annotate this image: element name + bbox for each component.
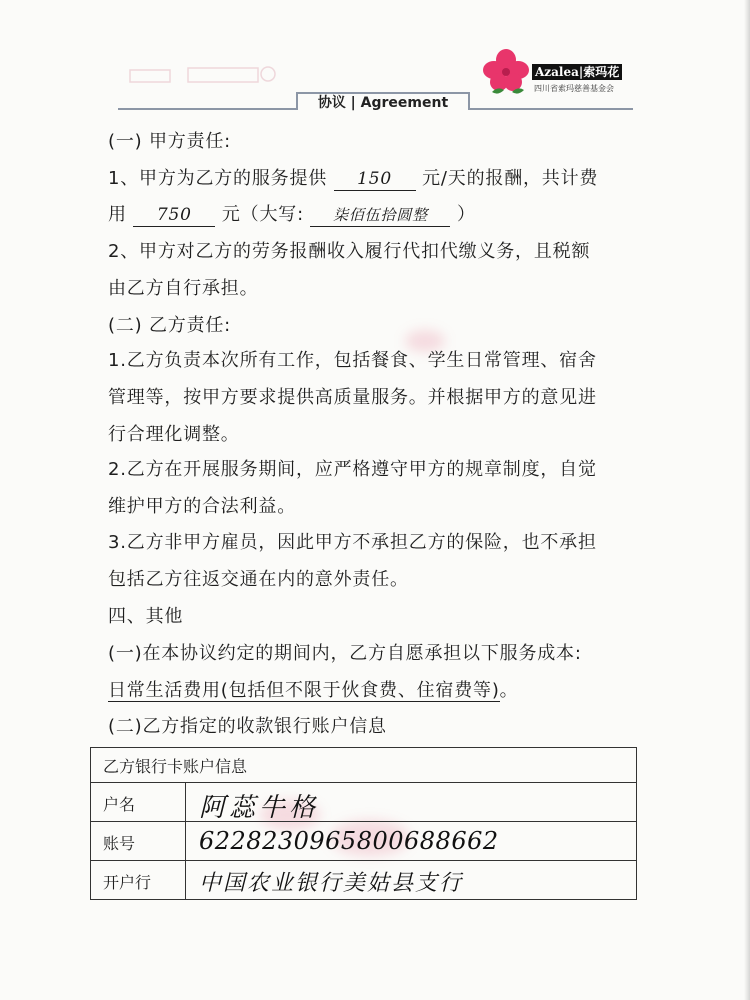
party-a-item2-line2: 由乙方自行承担。	[108, 278, 259, 299]
bank-account-table	[90, 747, 637, 900]
party-b-heading: (二) 乙方责任:	[108, 315, 232, 336]
logo-foundation-name: 四川省索玛慈善基金会	[534, 84, 614, 93]
item1-prefix: 1、甲方为乙方的服务提供	[108, 168, 328, 189]
total-fee-upper-field	[310, 204, 450, 227]
party-a-heading: (一) 甲方责任:	[108, 131, 232, 152]
total-fee-upper-value: 柒佰伍拾圆整	[333, 206, 428, 224]
others-heading: 四、其他	[108, 606, 184, 627]
living-costs-text: 日常生活费用(包括但不限于伙食费、住宿费等)	[108, 680, 500, 701]
stamp-smudge	[405, 330, 445, 352]
bank-table-row	[91, 782, 636, 822]
daily-fee-field	[334, 168, 416, 191]
others-sub1-line2	[108, 680, 518, 702]
others-sub2: (二)乙方指定的收款银行账户信息	[108, 716, 387, 737]
party-b-item2-line2: 维护甲方的合法利益。	[108, 496, 296, 517]
bank-table-title-row	[91, 748, 636, 782]
total-fee-field	[133, 204, 215, 227]
page-title: 协议 | Agreement	[317, 95, 449, 111]
bank-branch-value: 中国农业银行美姑县支行	[199, 871, 464, 896]
party-b-item1-line3: 行合理化调整。	[108, 424, 240, 445]
logo-brand-text: Azalea|索玛花	[532, 64, 622, 80]
party-b-item1-line1: 1.乙方负责本次所有工作，包括餐食、学生日常管理、宿舍	[108, 350, 597, 371]
account-name-label: 户名	[103, 795, 136, 814]
header-tab	[296, 92, 470, 110]
item1b-prefix: 用	[108, 204, 127, 225]
party-b-item1-line2: 管理等，按甲方要求提供高质量服务。并根据甲方的意见进	[108, 387, 597, 408]
account-number-value: 6228230965800688662	[199, 827, 499, 855]
azalea-flower-icon	[482, 48, 530, 98]
party-b-item3-line1: 3.乙方非甲方雇员，因此甲方不承担乙方的保险，也不承担	[108, 532, 597, 553]
azalea-logo	[478, 48, 638, 100]
scan-edge-shadow	[744, 0, 750, 1000]
daily-fee-value: 150	[357, 169, 393, 189]
bank-branch-label: 开户行	[103, 873, 152, 892]
faded-watermark	[128, 64, 288, 88]
account-number-label: 账号	[103, 834, 136, 853]
party-b-item2-line1: 2.乙方在开展服务期间，应严格遵守甲方的规章制度，自觉	[108, 459, 597, 480]
item1-suffix: 元/天的报酬，共计费	[422, 168, 599, 189]
item1b-mid: 元（大写:	[221, 204, 304, 225]
account-name-value: 阿蕊牛格	[199, 793, 320, 823]
party-b-item3-line2: 包括乙方往返交通在内的意外责任。	[108, 569, 409, 590]
party-a-item1b	[108, 204, 476, 227]
bank-table-row	[91, 821, 636, 861]
total-fee-value: 750	[156, 205, 192, 225]
party-a-item1	[108, 168, 598, 191]
table-column-divider	[185, 782, 186, 899]
bank-table-row	[91, 860, 636, 900]
sentence-end: 。	[499, 680, 519, 701]
others-sub1-line1: (一)在本协议约定的期间内，乙方自愿承担以下服务成本:	[108, 643, 582, 664]
bank-table-title: 乙方银行卡账户信息	[103, 757, 248, 776]
party-a-item2-line1: 2、甲方对乙方的劳务报酬收入履行代扣代缴义务，且税额	[108, 241, 591, 262]
item1b-suffix: ）	[457, 204, 476, 225]
